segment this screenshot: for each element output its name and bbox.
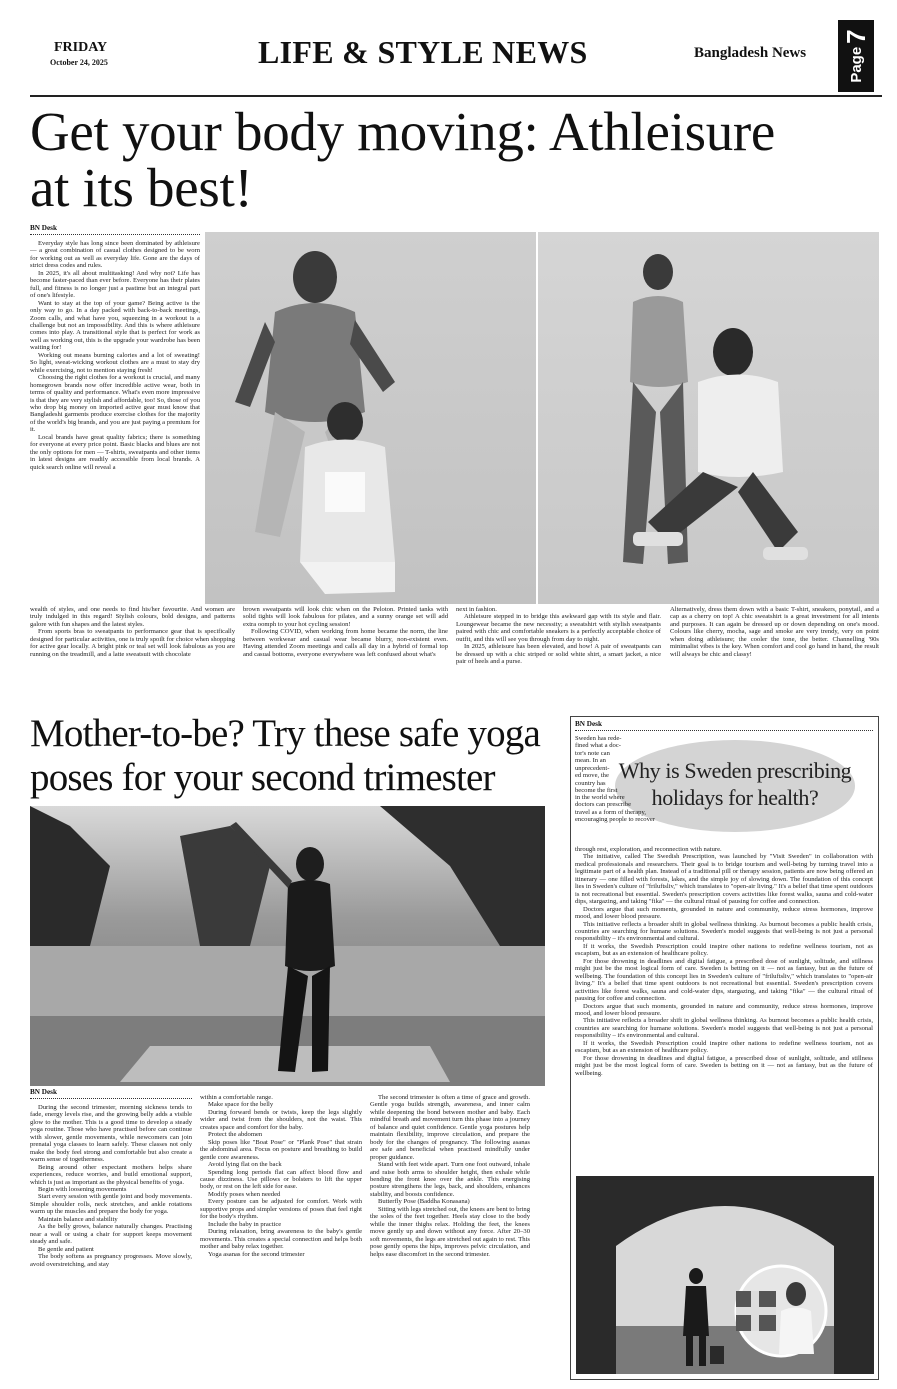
paragraph: Sitting with legs stretched out, the knees are bent to bring the soles of the feet together. Heels stay close to the body while the inner thighs relax. Holding the feet, the knees move gently up and down without any force. After 20–30 soft movements, the legs are stretched out again to rest. This pose gently opens the hips, improves pelvic circulation, and helps ease discomfort in the second trimester. — [370, 1205, 530, 1258]
masthead-rule — [30, 95, 882, 97]
paragraph: Doctors argue that such moments, grounded in nature and community, reduce stress hormones, improve mood, and lower blood pressure. — [575, 1002, 873, 1017]
intro-line: tor's note can — [575, 749, 610, 757]
paragraph: This initiative reflects a broader shift in global wellness thinking. As burnout becomes a public health crisis, countries are searching for humane solutions. Sweden's model suggests that well-being is not just a personal responsibility – it's environmental and cultural. — [575, 1017, 873, 1040]
paragraph: Include the baby in practice — [208, 1220, 282, 1228]
paragraph: Want to stay at the top of your game? Being active is the only way to go. In a day packed with back-to-back meetings, Zoom calls, and what have you, squeezing in a workout is a challenge but not an impossibility. And this is where athleisure comes into play. A transitional style that is perfect for work as well as working out, this is the upgrade your wardrobe has been waiting for! — [30, 299, 200, 352]
athleisure-byline: BN Desk — [30, 224, 200, 235]
sweden-headline-line2: holidays for health? — [651, 785, 819, 810]
intro-line: in the world where — [575, 794, 625, 801]
athleisure-column-1 — [30, 240, 200, 604]
paragraph: If it works, the Swedish Prescription could inspire other nations to redefine wellness tourism, not as escapism, but as an extension of healthcare policy. — [575, 942, 873, 958]
paragraph: In 2025, athleisure has been elevated, and how! A pair of sweatpants can be dressed up with a chic striped or solid white shirt, a smart jacket, a nice pair of heels and a purse. — [456, 643, 661, 666]
paragraph: Local brands have great quality fabrics; there is something for everyone at every price point. Basic blacks and blues are not the only options for men — T-shirts, sweatpants and other items in latest designs are readily accessible from local brands. A quick search online will reveal a — [30, 433, 200, 471]
paragraph: If it works, the Swedish Prescription could inspire other nations to redefine wellness tourism, not as escapism, but as an extension of healthcare policy. — [575, 1039, 873, 1055]
athleisure-photo-right — [538, 232, 879, 604]
paragraph: Skip poses like "Boat Pose" or "Plank Pose" that strain the abdominal area. Focus on posture and breathing to build gentle core awareness. — [200, 1138, 362, 1161]
masthead-day: FRIDAY — [54, 40, 108, 55]
yoga-column-3 — [370, 1094, 530, 1374]
page-number: 7 — [840, 29, 871, 44]
paragraph: Alternatively, dress them down with a basic T-shirt, sneakers, ponytail, and a cap as a cherry on top! A chic sweatshirt is a great investment for all intents and purposes. It can again be dressed up or down depending on one's mood. Colours like cherry, mocha, sage and smoke are very trendy, very on point when doing athleisure; the cooler the tone, the better. Channelling '90s minimalist vibes is the key. When comfort and cool go hand in hand, the result will always be chic and classy! — [670, 606, 879, 658]
paragraph: within a comfortable range. — [200, 1094, 273, 1101]
masthead — [0, 0, 897, 102]
intro-line: become the first — [575, 787, 618, 795]
paragraph: Protect the abdomen — [208, 1131, 263, 1139]
sweden-headline-line1: Why is Sweden prescribing — [618, 758, 852, 783]
paragraph: Yoga asanas for the second trimester — [208, 1250, 305, 1258]
paragraph: During the second trimester, morning sickness tends to fade, energy levels rise, and the growing belly adds a visible glow to the mother. This is a good time to develop a steady yoga routine. Those who have practised before can continue with slower, gentle movements, while newcomers can join prenatal yoga classes to learn safely. These classes not only make the body feel strong and comfortable but also create a warm sense of togetherness. — [30, 1104, 192, 1164]
athleisure-column-3 — [456, 606, 661, 706]
intro-line: Sweden has rede- — [575, 735, 622, 742]
yoga-byline: BN Desk — [30, 1088, 192, 1099]
intro-line: ed move, the — [575, 772, 609, 780]
paragraph: From sports bras to sweatpants to performance gear that is specifically designed for particular activities, one is truly spoilt for choice when shopping for active gear locally. A bright pink or teal set will look fabulous as you are running on the treadmill, and a latte sweatsuit with chocolate — [30, 628, 235, 658]
paragraph: Doctors argue that such moments, grounded in nature and community, reduce stress hormones, improve mood, and lower blood pressure. — [575, 905, 873, 921]
sweden-intro-tail — [575, 794, 675, 844]
paragraph: The initiative, called The Swedish Prescription, was launched by "Visit Sweden" in collaboration with medical professionals and researchers. Their goal is to bridge tourism and well-being by turning travel into a legitimate part of a health plan. Instead of a traditional pill or therapy session, patients are now being offered an itinerary — one filled with forests, lakes, and the simple joy of slowing down. The foundation of this concept lies in Sweden's culture of "friluftsliv," which translates to "open-air living." It's a belief that time spent outdoors is not recreational but essential. Sweden's prescription covers activities like forest walks, sauna and cold-water dips, stargazing, and taking "fika" — the cultural ritual of pausing for coffee and connection. — [575, 853, 873, 906]
paragraph: Stand with feet wide apart. Turn one foot outward, inhale and raise both arms to shoulder height, then exhale while bending the front knee over the ankle. This energising posture strengthens the legs, back, and shoulders, enhances stability, and boosts confidence. — [370, 1161, 530, 1198]
intro-line: country has — [575, 779, 606, 787]
section-title: LIFE & STYLE NEWS — [258, 34, 588, 70]
athleisure-photo-left — [205, 232, 536, 604]
sweden-byline: BN Desk — [575, 720, 873, 731]
sweden-body — [575, 846, 873, 1172]
intro-line: doctors can prescribe — [575, 801, 632, 809]
paragraph: Begin with loosening movements — [38, 1185, 127, 1193]
paragraph: This initiative reflects a broader shift in global wellness thinking. As burnout becomes a public health crisis, countries are searching for humane solutions. Sweden's model suggests that well-being is not just a personal responsibility – it's environmental and cultural. — [575, 920, 873, 943]
athleisure-column-1-bottom — [30, 606, 235, 706]
yoga-headline-line1: Mother-to-be? Try these safe yoga — [30, 712, 541, 755]
paragraph: During forward bends or twists, keep the legs slightly wider and twist from the shoulders, not the waist. This creates space and comfort for the baby. — [200, 1108, 362, 1131]
athleisure-column-2 — [243, 606, 448, 706]
yoga-headline — [30, 712, 560, 800]
paragraph: The second trimester is often a time of grace and growth. Gentle yoga builds strength, awareness, and inner calm while deepening the bond between mother and baby. Each mindful breath and movement turn this phase into a journey of balance and quiet confidence. Gentle yoga postures help maintain flexibility, improve circulation, and prepare the body for the changes of pregnancy. The following asanas are safe and beneficial when practised mindfully under proper guidance. — [370, 1094, 530, 1161]
paragraph: Following COVID, when working from home became the norm, the line between workwear and casual wear became blurry, non-existent even. Having attended Zoom meetings and calls all day in a hybrid of formal top and casual bottoms, everyone everywhere was left confused about what's — [243, 628, 448, 658]
page-label: Page — [847, 46, 865, 83]
paragraph: The body softens as pregnancy progresses. Move slowly, avoid overstretching, and stay — [30, 1253, 192, 1268]
intro-line: unprecedent- — [575, 764, 610, 772]
paragraph: brown sweatpants will look chic when on the Peloton. Printed tanks with solid tights will look fabulous for pilates, and a sunny orange set will add extra oomph to your hot cycling session! — [243, 606, 448, 628]
yoga-photo — [30, 806, 545, 1086]
intro-line: travel as a form of therapy, — [575, 808, 646, 816]
paragraph: For those drowning in deadlines and digital fatigue, a prescribed dose of sunlight, solitude, and stillness might just be the most logical form of care. Sweden is betting on it — not as fantasy, but as the future of wellbeing. The foundation of this concept lies in Sweden's culture of "friluftsliv," which translates to "open-air living." It's a belief that time spent outdoors is not recreational but essential. Sweden's prescription covers activities like forest walks, sauna and cold-water dips, stargazing, and taking "fika" — the cultural ritual of pausing for coffee and connection. — [575, 957, 873, 1003]
sweden-photo — [576, 1176, 874, 1374]
athleisure-column-4 — [670, 606, 879, 706]
paragraph: In 2025, it's all about multitasking! And why not? Life has become faster-paced than ever before. Everyone has their plates full, and fitness is no longer just a pastime but an integral part of one's lifestyle. — [30, 269, 200, 300]
paragraph: As the belly grows, balance naturally changes. Practising near a wall or using a chair for support keeps movement steady and safe. — [30, 1223, 192, 1246]
paragraph: Athleisure stepped in to bridge this awkward gap with its style and flair. Loungewear became the new necessity; a sweatshirt with stylish sweatpants paired with chic and comfortable sneakers is a perfectly acceptable choice of outfit, and this will see you through from day to night. — [456, 613, 661, 643]
masthead-date: October 24, 2025 — [50, 58, 108, 67]
paragraph: Be gentle and patient — [38, 1245, 94, 1253]
paragraph: wealth of styles, and one needs to find his/her favourite. And women are truly indulged in this regard! Stylish colours, bold designs, and patterns galore with fun shapes and the latest styles. — [30, 606, 235, 628]
intro-line: mean. In an — [575, 757, 606, 765]
paragraph: Spending long periods flat can affect blood flow and cause dizziness. Use pillows or bolsters to lift the upper body, or rest on the left side for ease. — [200, 1168, 362, 1191]
paper-name: Bangladesh News — [694, 45, 807, 61]
paragraph: For those drowning in deadlines and digital fatigue, a prescribed dose of sunlight, solitude, and stillness might just be the most logical form of care. Sweden is betting on it — not as fantasy, but as the future of wellbeing. — [575, 1054, 873, 1077]
athleisure-headline-line2: at its best! — [30, 157, 253, 218]
paragraph: Avoid lying flat on the back — [208, 1161, 282, 1169]
paragraph: During relaxation, bring awareness to the baby's gentle movements. This creates a special connection and helps both mother and baby relax together. — [200, 1228, 362, 1251]
paragraph: next in fashion. — [456, 606, 497, 613]
paragraph: Make space for the belly — [208, 1101, 274, 1109]
paragraph: Everyday style has long since been dominated by athleisure — a great combination of casual clothes designed to be worn for working out as well as everyday life. Gone are the days of strict dress codes and rules. — [30, 240, 200, 270]
yoga-column-2 — [200, 1094, 362, 1374]
paragraph: Maintain balance and stability — [38, 1215, 118, 1223]
yoga-column-1 — [30, 1104, 192, 1374]
paragraph: Working out means burning calories and a lot of sweating! So light, sweat-wicking workout clothes are a must to stay dry while exercising, not to mention staying fresh! — [30, 351, 200, 374]
paragraph: Start every session with gentle joint and body movements. Simple shoulder rolls, neck stretches, and ankle rotations warm up the muscles and prepare the body for yoga. — [30, 1193, 192, 1216]
page-number-box — [838, 20, 874, 92]
paragraph: Every posture can be adjusted for comfort. Work with supportive props and simpler versions of poses that feel right for the body's rhythm. — [200, 1198, 362, 1221]
paragraph: Modify poses when needed — [208, 1190, 281, 1198]
paragraph: Butterfly Pose (Baddha Konasana) — [378, 1198, 470, 1206]
intro-line: encouraging people to recover — [575, 816, 656, 824]
athleisure-headline — [30, 101, 880, 218]
paragraph: through rest, exploration, and reconnection with nature. — [575, 846, 722, 853]
athleisure-headline-line1: Get your body moving: Athleisure — [30, 101, 776, 162]
intro-line: fined what a doc- — [575, 742, 621, 750]
yoga-headline-line2: poses for your second trimester — [30, 756, 495, 799]
paragraph: Choosing the right clothes for a workout is crucial, and many homegrown brands now offer incredible active wear, both in terms of quality and performance. What's even more impressive is that they are very stylish and affordable, too! So, those of you who drop big money on imported active gear must know that Bangladeshi garments produce exercise clothes for the majority of the world's big brands, and you are just paying a premium for it. — [30, 374, 200, 434]
paragraph: Being around other expectant mothers helps share experiences, reduce worries, and build emotional support, which is just as important as the physical benefits of yoga. — [30, 1163, 192, 1186]
